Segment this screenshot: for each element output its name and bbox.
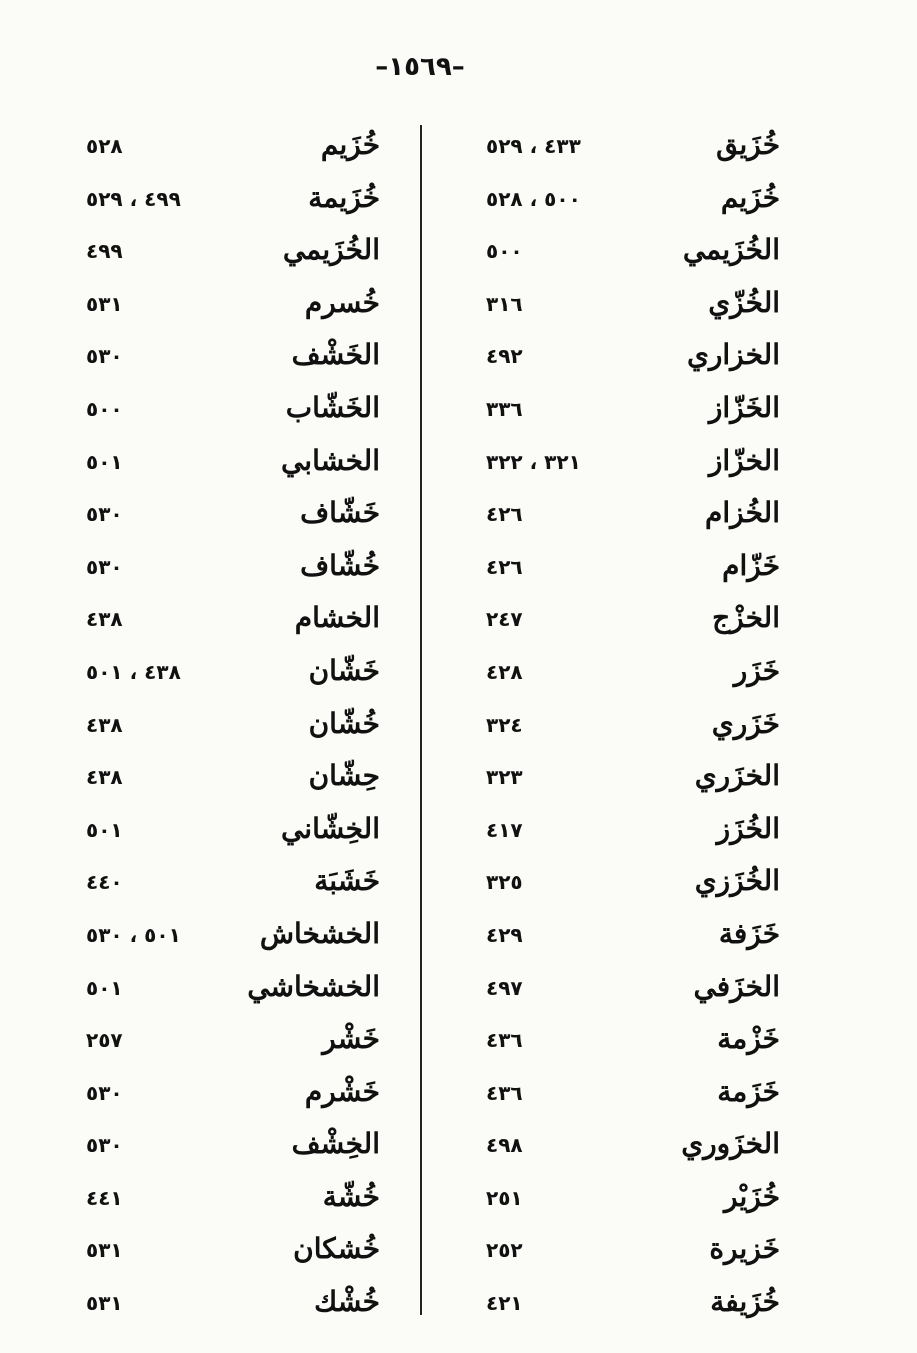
page-number: –١٥٦٩– [375,52,465,82]
entry-pages: ٥٣٠ [86,344,123,369]
index-entry [480,913,780,966]
entry-name: الخُزَيمي [682,233,780,267]
index-entry [80,492,380,545]
index-entry [480,966,780,1019]
entry-name: خُشّاف [300,548,380,582]
index-entry [480,1228,780,1281]
entry-name: الخَزّاز [708,390,780,424]
entry-name: الخزاري [686,338,780,372]
entry-name: خَزَر [733,653,780,687]
entry-name: الخُزَزي [694,864,780,898]
entry-name: خَزَري [711,706,780,740]
entry-pages: ٤٩٧ [486,975,523,1000]
entry-pages: ٢٥١ [486,1185,523,1210]
index-entry [480,177,780,230]
entry-pages: ٤٩٩ ، ٥٢٩ [86,186,181,211]
entry-pages: ٥٠١ ، ٥٣٠ [86,922,181,947]
entry-name: خُزَيفة [710,1285,780,1319]
entry-pages: ٥٣٠ [86,1080,123,1105]
entry-pages: ٥٣١ [86,291,123,316]
index-entry [480,1123,780,1176]
index-column-right [480,124,780,1334]
entry-pages: ٥٠٠ [486,239,523,264]
entry-name: خُشّان [308,706,380,740]
entry-name: الخُزام [705,496,780,530]
entry-pages: ٤٤١ [86,1185,123,1210]
index-entry [80,703,380,756]
entry-name: خَزيرة [709,1232,780,1266]
entry-name: خَشْرم [304,1074,380,1108]
index-entry [480,1071,780,1124]
index-entry [80,966,380,1019]
entry-name: خُسرم [304,285,380,319]
entry-pages: ٥٠١ [86,449,123,474]
entry-pages: ٤٢٦ [486,502,523,527]
entry-pages: ٤٣٦ [486,1080,523,1105]
entry-name: خَزّام [722,548,780,582]
index-entry [80,1071,380,1124]
entry-name: خُزَيم [720,180,780,214]
entry-pages: ٤٩٨ [486,1133,523,1158]
index-entry [480,282,780,335]
entry-pages: ٣٢٣ [486,765,523,790]
entry-name: خُشكان [293,1232,380,1266]
entry-pages: ٤٢١ [486,1291,523,1316]
entry-pages: ٢٤٧ [486,607,523,632]
index-entry [80,1228,380,1281]
index-entry [80,545,380,598]
entry-name: الخُزَيمي [282,233,380,267]
entry-pages: ٤٢٩ [486,922,523,947]
index-entry [80,913,380,966]
entry-name: الخَشّاب [285,390,380,424]
entry-pages: ٢٥٢ [486,1238,523,1263]
column-divider [420,125,422,1315]
index-entry [480,334,780,387]
index-entry [80,229,380,282]
index-entry [80,860,380,913]
index-entry [80,1018,380,1071]
index-entry [80,440,380,493]
entry-pages: ٢٥٧ [86,1028,123,1053]
index-entry [480,755,780,808]
entry-name: خَزْمة [717,1022,780,1056]
entry-name: الخِشّاني [280,811,380,845]
index-entry [480,1176,780,1229]
entry-pages: ٤٣٨ [86,712,123,737]
index-entry [480,229,780,282]
entry-name: الخزّاز [708,443,780,477]
entry-pages: ٣١٦ [486,291,523,316]
index-entry [480,703,780,756]
entry-name: خُشّة [322,1179,380,1213]
entry-pages: ٣٢٤ [486,712,523,737]
entry-name: الخشخاش [259,916,380,950]
entry-name: الخَشْف [291,338,380,372]
entry-pages: ٤٩٢ [486,344,523,369]
index-entry [480,492,780,545]
entry-pages: ٤٣٨ [86,607,123,632]
index-entry [80,650,380,703]
index-entry [480,650,780,703]
entry-name: خُزَيْر [724,1179,780,1213]
entry-name: الخِشْف [291,1127,380,1161]
index-entry [80,755,380,808]
index-entry [480,545,780,598]
entry-name: الخُزّي [708,285,780,319]
entry-pages: ٥٢٨ [86,134,123,158]
entry-pages: ٤٣٨ ، ٥٠١ [86,659,181,684]
entry-pages: ٥٠٠ ، ٥٢٨ [486,186,581,211]
entry-name: خَشّان [308,653,380,687]
entry-name: الخزْج [712,601,780,635]
index-entry [480,597,780,650]
entry-pages: ٤٢٦ [486,554,523,579]
entry-name: الخُزَز [716,811,780,845]
index-entry [480,1018,780,1071]
entry-pages: ٥٠٠ [86,396,123,421]
index-entry [80,597,380,650]
entry-pages: ٤٤٠ [86,870,123,895]
entry-name: خَزَمة [717,1074,780,1108]
index-entry [80,1176,380,1229]
index-entry [80,334,380,387]
entry-pages: ٤٩٩ [86,239,123,264]
index-entry [80,124,380,177]
index-entry [480,124,780,177]
index-entry [480,860,780,913]
entry-name: الخزَفي [693,969,780,1003]
entry-name: الخشام [294,601,380,635]
entry-pages: ٤٣٣ ، ٥٢٩ [486,134,581,158]
entry-pages: ٥٣٠ [86,502,123,527]
entry-name: الخزَوري [681,1127,780,1161]
index-entry [480,1281,780,1334]
index-entry [480,808,780,861]
entry-name: خُزَيق [716,128,780,161]
index-entry [80,387,380,440]
entry-pages: ٥٣١ [86,1291,123,1316]
entry-pages: ٣٢١ ، ٣٢٢ [486,449,581,474]
index-entry [80,282,380,335]
index-entry [80,808,380,861]
entry-pages: ٤١٧ [486,817,523,842]
entry-pages: ٤٣٨ [86,765,123,790]
entry-name: خُشْك [314,1285,380,1319]
entry-name: الخشابي [280,443,380,477]
entry-name: خَزَفة [718,916,780,950]
entry-pages: ٣٢٥ [486,870,523,895]
entry-pages: ٤٣٦ [486,1028,523,1053]
entry-name: خُزَيمة [308,180,380,214]
index-column-left [80,124,380,1334]
entry-pages: ٥٠١ [86,975,123,1000]
index-entry [80,177,380,230]
entry-name: خُزَيم [320,128,380,161]
entry-pages: ٥٠١ [86,817,123,842]
index-entry [480,387,780,440]
entry-pages: ٤٢٨ [486,659,523,684]
index-entry [80,1281,380,1334]
entry-pages: ٥٣٠ [86,1133,123,1158]
entry-pages: ٥٣١ [86,1238,123,1263]
entry-name: خَشّاف [300,496,380,530]
entry-pages: ٣٣٦ [486,396,523,421]
entry-name: خَشَبَة [314,864,380,898]
index-entry [480,440,780,493]
entry-name: الخشخاشي [247,969,380,1003]
entry-name: حِشّان [308,759,380,793]
entry-pages: ٥٣٠ [86,554,123,579]
entry-name: خَشْر [322,1022,380,1056]
entry-name: الخزَري [694,759,780,793]
index-entry [80,1123,380,1176]
